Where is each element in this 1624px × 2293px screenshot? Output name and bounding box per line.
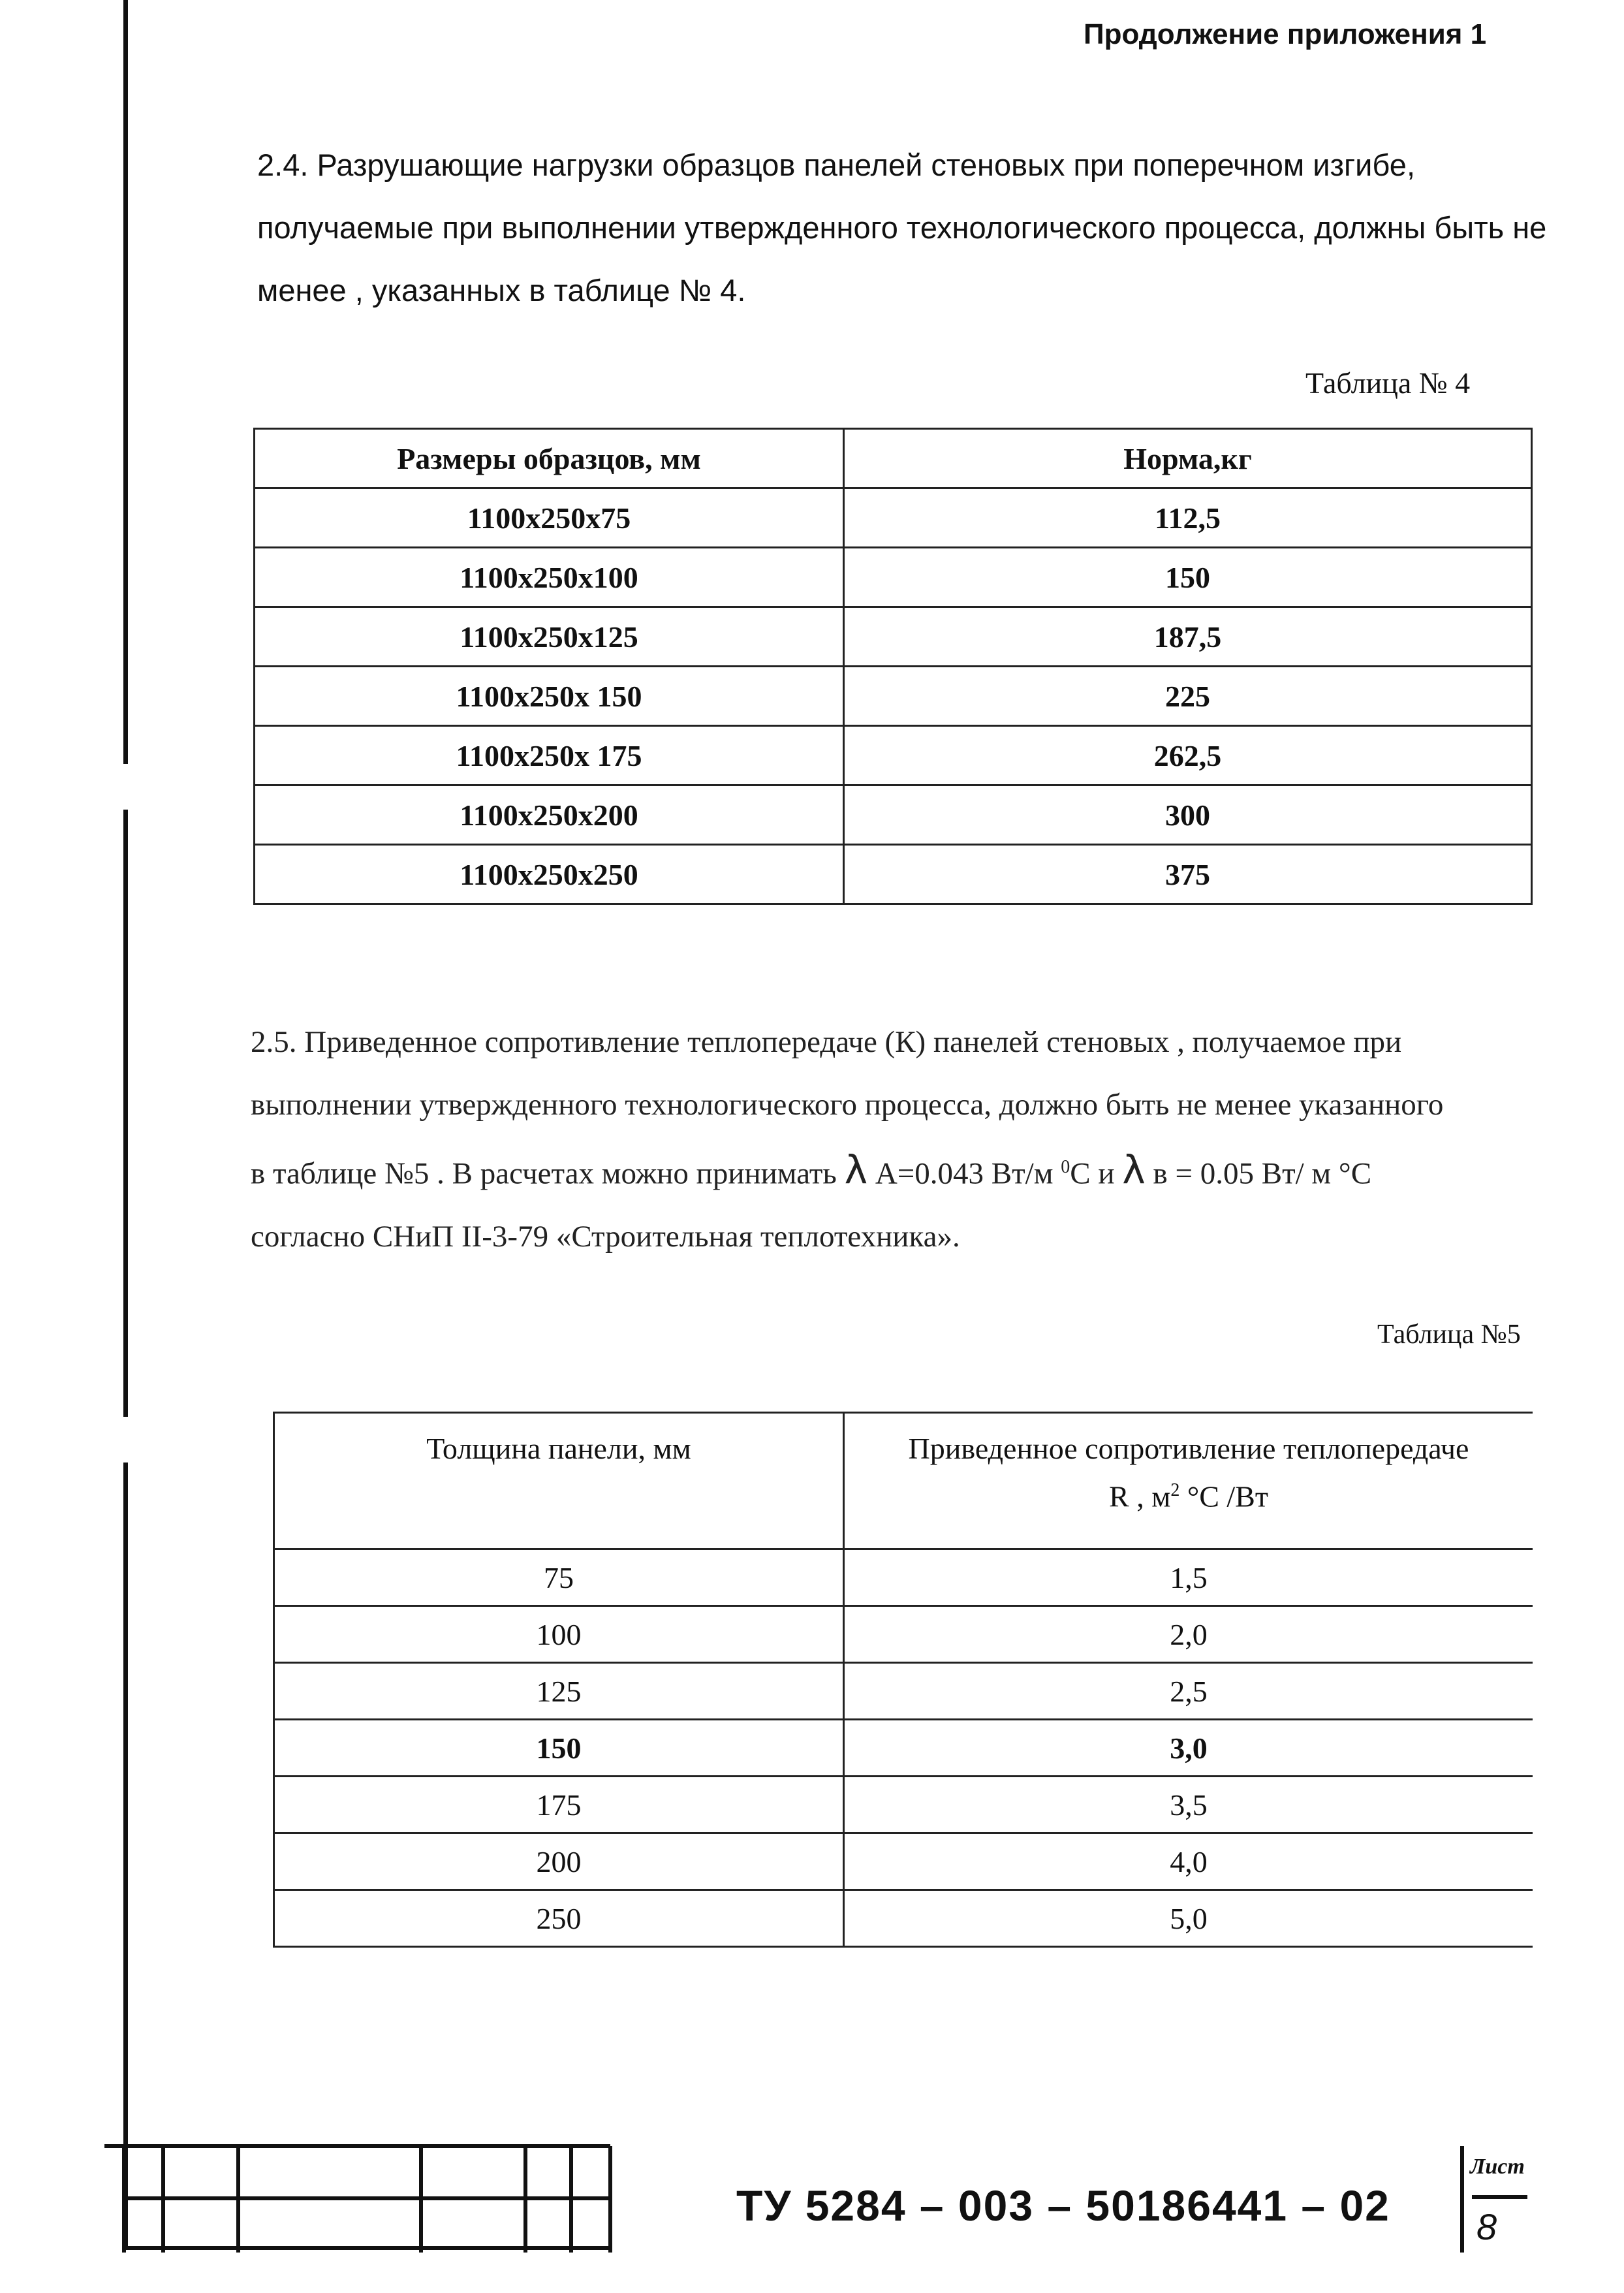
section-2-5-line-2: выполнении утвержденного технологического процесса, должно быть не менее указанного <box>251 1088 1444 1122</box>
table-5-header-row <box>274 1413 1533 1549</box>
table-5-thickness-cell: 200 <box>274 1833 844 1890</box>
table-5-resistance-cell: 3,5 <box>844 1777 1533 1833</box>
lambda-symbol-b: λ <box>1122 1147 1146 1194</box>
table-5-resistance-cell: 1,5 <box>844 1549 1533 1606</box>
table-row <box>274 1606 1533 1663</box>
table-4-caption: Таблица № 4 <box>1305 366 1471 400</box>
table-5-resistance-cell: 2,0 <box>844 1606 1533 1663</box>
table-row <box>255 667 1532 726</box>
table-5-header-resistance <box>844 1413 1533 1549</box>
degree-superscript: 0 <box>1061 1157 1070 1177</box>
table-5-header-unit-sup: 2 <box>1170 1480 1180 1500</box>
lambda-symbol-a: λ <box>844 1147 868 1194</box>
table-5-header-unit-a: R , м <box>1109 1479 1171 1513</box>
document-code: ТУ 5284 – 003 – 50186441 – 02 <box>736 2181 1390 2230</box>
continuation-heading: Продолжение приложения 1 <box>1084 18 1487 50</box>
table-5-caption: Таблица №5 <box>1377 1320 1521 1350</box>
table-4-header-norm: Норма,кг <box>844 429 1532 488</box>
table-5-thickness-cell: 75 <box>274 1549 844 1606</box>
table-4-size-cell: 1100x250x75 <box>255 488 844 548</box>
table-5-resistance-cell: 2,5 <box>844 1663 1533 1720</box>
sheet-label: Лист <box>1470 2155 1525 2179</box>
section-2-5-paragraph <box>251 1011 1523 1268</box>
table-row <box>255 548 1532 607</box>
table-row <box>274 1890 1533 1947</box>
section-2-5-line-1: 2.5. Приведенное сопротивление теплопередаче (К) панелей стеновых , получаемое при <box>251 1025 1402 1059</box>
table-4-norm-cell: 112,5 <box>844 488 1532 548</box>
table-4 <box>253 428 1533 905</box>
lambda-b-value: в = 0.05 Вт/ м °С <box>1145 1156 1372 1191</box>
section-2-5-line-4: согласно СНиП II-3-79 «Строительная теплотехника». <box>251 1219 960 1254</box>
table-4-norm-cell: 150 <box>844 548 1532 607</box>
table-5-header-thickness: Толщина панели, мм <box>274 1413 844 1549</box>
table-5-thickness-cell: 175 <box>274 1777 844 1833</box>
lambda-conjunction: С и <box>1070 1156 1123 1191</box>
section-2-4-line-3: менее , указанных в таблице № 4. <box>257 273 746 308</box>
table-5-resistance-cell: 4,0 <box>844 1833 1533 1890</box>
table-4-size-cell: 1100x250x125 <box>255 607 844 667</box>
table-row <box>274 1720 1533 1777</box>
table-4-header-size: Размеры образцов, мм <box>255 429 844 488</box>
margin-line-bottom <box>123 1463 128 2246</box>
table-4-norm-cell: 262,5 <box>844 726 1532 785</box>
table-row <box>274 1663 1533 1720</box>
table-5-thickness-cell: 100 <box>274 1606 844 1663</box>
table-row <box>274 1549 1533 1606</box>
section-2-4-line-1: 2.4. Разрушающие нагрузки образцов панелей стеновых при поперечном изгибе, <box>257 148 1415 182</box>
table-4-norm-cell: 225 <box>844 667 1532 726</box>
table-4-size-cell: 1100x250x100 <box>255 548 844 607</box>
table-4-norm-cell: 300 <box>844 785 1532 845</box>
section-2-4-paragraph <box>257 134 1547 322</box>
table-5-thickness-cell: 250 <box>274 1890 844 1947</box>
table-5 <box>273 1412 1533 1948</box>
table-row <box>255 726 1532 785</box>
table-4-norm-cell: 187,5 <box>844 607 1532 667</box>
table-row <box>255 845 1532 904</box>
table-5-header-resistance-line-1: Приведенное сопротивление теплопередаче <box>908 1432 1469 1465</box>
table-5-header-unit-b: °С /Вт <box>1179 1479 1268 1513</box>
section-2-4-line-2: получаемые при выполнении утвержденного технологического процесса, должны быть не <box>257 210 1547 245</box>
table-5-resistance-cell: 5,0 <box>844 1890 1533 1947</box>
table-row <box>255 488 1532 548</box>
margin-line-top <box>123 0 128 764</box>
sheet-number: 8 <box>1476 2206 1497 2247</box>
section-2-5-line-3 <box>251 1136 1523 1205</box>
table-row <box>255 785 1532 845</box>
table-row <box>274 1777 1533 1833</box>
table-4-header-row <box>255 429 1532 488</box>
lambda-a-value: А=0.043 Вт/м <box>867 1156 1061 1191</box>
table-5-thickness-cell: 125 <box>274 1663 844 1720</box>
table-4-norm-cell: 375 <box>844 845 1532 904</box>
table-4-size-cell: 1100x250x 175 <box>255 726 844 785</box>
table-5-thickness-cell: 150 <box>274 1720 844 1777</box>
table-4-size-cell: 1100x250x250 <box>255 845 844 904</box>
margin-line-middle <box>123 810 128 1417</box>
table-row <box>255 607 1532 667</box>
table-4-size-cell: 1100x250x 150 <box>255 667 844 726</box>
table-4-size-cell: 1100x250x200 <box>255 785 844 845</box>
table-row <box>274 1833 1533 1890</box>
section-2-5-line-3-start: в таблице №5 . В расчетах можно принимать <box>251 1156 845 1191</box>
table-5-resistance-cell: 3,0 <box>844 1720 1533 1777</box>
